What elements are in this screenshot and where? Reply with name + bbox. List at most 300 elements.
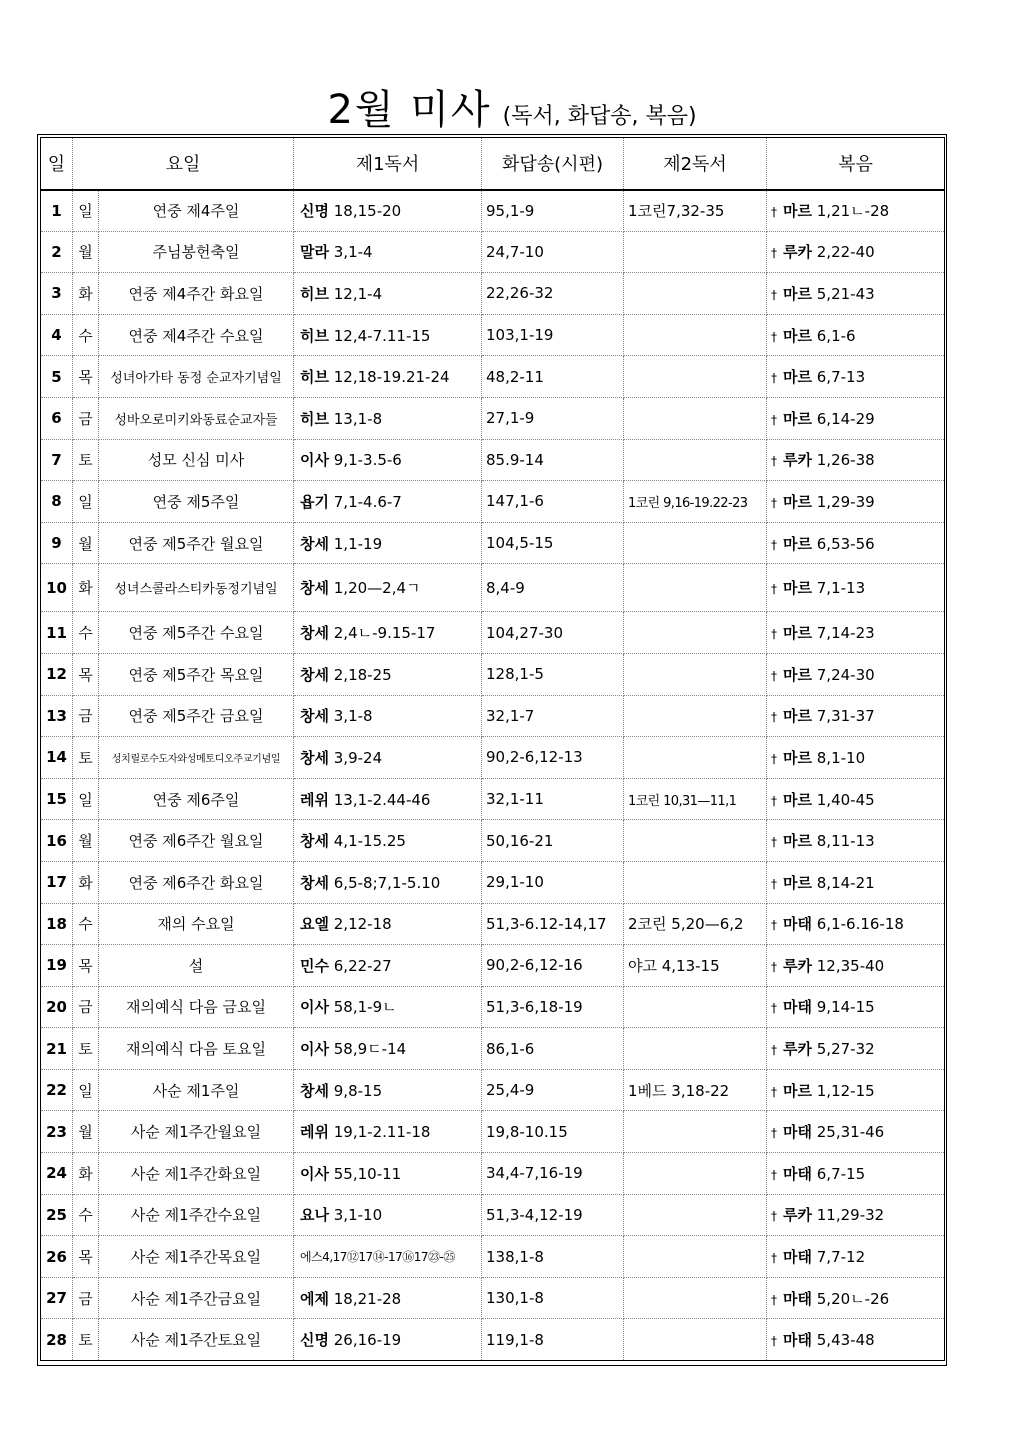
table-row: [41, 945, 945, 987]
table-row: [41, 1028, 945, 1070]
liturgical-day: 주님봉헌축일: [99, 231, 294, 273]
table-row: [41, 397, 945, 439]
cross-icon: †: [771, 371, 777, 386]
day-of-week: 토: [73, 1028, 99, 1070]
first-reading: [294, 1236, 482, 1278]
day-of-week: 금: [73, 695, 99, 737]
liturgical-day: 연중 제5주간 목요일: [99, 653, 294, 695]
table-row: [41, 481, 945, 523]
cross-icon: †: [771, 495, 777, 510]
first-reading-ref: 9,8-15: [333, 1081, 383, 1100]
cross-icon: †: [771, 627, 777, 642]
day-of-week: 월: [73, 820, 99, 862]
first-reading-book: 창세: [300, 579, 329, 598]
liturgical-day: 사순 제1주일: [99, 1069, 294, 1111]
gospel-book: 마르: [783, 284, 812, 303]
liturgical-day: 사순 제1주간토요일: [99, 1319, 294, 1361]
day-number: 19: [41, 945, 73, 987]
psalm: 119,1-8: [482, 1319, 624, 1361]
liturgical-day: 연중 제5주간 수요일: [99, 612, 294, 654]
gospel-ref: 1,29-39: [816, 492, 875, 511]
cross-icon: †: [771, 1334, 777, 1349]
first-reading: [294, 231, 482, 273]
first-reading: [294, 1028, 482, 1070]
gospel-ref: 1,12-15: [816, 1081, 875, 1100]
first-reading-book: 히브: [300, 284, 329, 303]
psalm: 51,3-4,12-19: [482, 1194, 624, 1236]
psalm: 32,1-11: [482, 778, 624, 820]
header-weekday: 요일: [73, 138, 294, 190]
day-of-week: 월: [73, 522, 99, 564]
header-psalm: 화답송(시편): [482, 138, 624, 190]
gospel: [767, 356, 945, 398]
cross-icon: †: [771, 537, 777, 552]
title-main: 2월 미사: [327, 87, 492, 133]
gospel: [767, 231, 945, 273]
gospel-ref: 9,14-15: [816, 998, 875, 1017]
liturgical-day: 재의예식 다음 토요일: [99, 1028, 294, 1070]
gospel-book: 마태: [783, 1123, 812, 1142]
gospel-book: 마르: [783, 873, 812, 892]
table-row: [41, 231, 945, 273]
table-row: [41, 1069, 945, 1111]
day-number: 9: [41, 522, 73, 564]
gospel-book: 루카: [783, 451, 812, 470]
day-of-week: 수: [73, 612, 99, 654]
gospel-book: 마르: [783, 665, 812, 684]
second-reading: [624, 1153, 767, 1195]
liturgical-day: 재의 수요일: [99, 903, 294, 945]
second-reading: [624, 1277, 767, 1319]
second-reading: 2코린 5,20—6,2: [624, 903, 767, 945]
gospel: [767, 1111, 945, 1153]
table-row: [41, 695, 945, 737]
gospel: [767, 1153, 945, 1195]
first-reading-book: 민수: [300, 956, 329, 975]
gospel: [767, 778, 945, 820]
first-reading: [294, 945, 482, 987]
second-reading: [624, 1194, 767, 1236]
psalm: 90,2-6,12-16: [482, 945, 624, 987]
second-reading: [624, 231, 767, 273]
first-reading: [294, 695, 482, 737]
psalm: 48,2-11: [482, 356, 624, 398]
first-reading-book: 신명: [300, 1331, 329, 1350]
second-reading: [624, 564, 767, 612]
first-reading: [294, 861, 482, 903]
liturgical-day: 사순 제1주간화요일: [99, 1153, 294, 1195]
day-of-week: 화: [73, 861, 99, 903]
day-number: 12: [41, 653, 73, 695]
table-row: [41, 653, 945, 695]
first-reading-book: 이사: [300, 1164, 329, 1183]
gospel-ref: 5,43-48: [816, 1331, 875, 1350]
gospel: [767, 439, 945, 481]
day-number: 5: [41, 356, 73, 398]
second-reading: [624, 314, 767, 356]
gospel: [767, 695, 945, 737]
first-reading-ref: 6,5-8;7,1-5.10: [333, 873, 441, 892]
day-number: 2: [41, 231, 73, 273]
gospel-ref: 7,31-37: [816, 707, 875, 726]
liturgical-day: 성녀아가타 동정 순교자기념일: [99, 356, 294, 398]
table-row: [41, 1194, 945, 1236]
table-row: [41, 903, 945, 945]
gospel-ref: 6,1-6.16-18: [816, 915, 904, 934]
first-reading: [294, 778, 482, 820]
first-reading: [294, 1111, 482, 1153]
first-reading-book: 창세: [300, 748, 329, 767]
gospel-book: 루카: [783, 956, 812, 975]
gospel-book: 마르: [783, 748, 812, 767]
psalm: 104,5-15: [482, 522, 624, 564]
liturgical-day: 사순 제1주간금요일: [99, 1277, 294, 1319]
title-subtitle: (독서, 화답송, 복음): [502, 104, 697, 129]
cross-icon: †: [771, 246, 777, 261]
first-reading: [294, 1153, 482, 1195]
gospel-book: 마르: [783, 326, 812, 345]
first-reading-ref: 3,1-4: [333, 243, 373, 262]
liturgical-day: 성바오로미키와동료순교자들: [99, 397, 294, 439]
table-row: [41, 522, 945, 564]
gospel: [767, 945, 945, 987]
gospel: [767, 564, 945, 612]
table-row: [41, 737, 945, 779]
gospel: [767, 397, 945, 439]
table-row: [41, 1236, 945, 1278]
liturgical-day: 사순 제1주간수요일: [99, 1194, 294, 1236]
gospel-ref: 7,7-12: [816, 1248, 866, 1267]
first-reading-book: 창세: [300, 624, 329, 643]
day-of-week: 화: [73, 564, 99, 612]
cross-icon: †: [771, 582, 777, 597]
psalm: 25,4-9: [482, 1069, 624, 1111]
first-reading: [294, 314, 482, 356]
day-number: 25: [41, 1194, 73, 1236]
first-reading-ref: 18,15-20: [333, 202, 402, 221]
day-number: 24: [41, 1153, 73, 1195]
first-reading-ref: 55,10-11: [333, 1164, 402, 1183]
table-row: [41, 1319, 945, 1361]
first-reading: [294, 986, 482, 1028]
day-number: 7: [41, 439, 73, 481]
first-reading-ref: 3,1-10: [333, 1206, 383, 1225]
table-row: [41, 314, 945, 356]
gospel: [767, 1069, 945, 1111]
liturgical-day: 성치릴로수도자와성메토디오주교기념일: [99, 737, 294, 779]
gospel-ref: 6,7-13: [816, 368, 866, 387]
header-reading1: 제1독서: [294, 138, 482, 190]
table-row: [41, 1277, 945, 1319]
gospel: [767, 1319, 945, 1361]
second-reading: [624, 439, 767, 481]
first-reading: [294, 439, 482, 481]
day-of-week: 화: [73, 1153, 99, 1195]
day-of-week: 수: [73, 1194, 99, 1236]
liturgical-day: 재의예식 다음 금요일: [99, 986, 294, 1028]
first-reading-book: 창세: [300, 534, 329, 553]
second-reading: 1코린7,32-35: [624, 190, 767, 232]
first-reading: [294, 737, 482, 779]
gospel: [767, 314, 945, 356]
second-reading: [624, 1236, 767, 1278]
day-number: 6: [41, 397, 73, 439]
second-reading: [624, 737, 767, 779]
header-reading2: 제2독서: [624, 138, 767, 190]
day-number: 20: [41, 986, 73, 1028]
day-of-week: 목: [73, 945, 99, 987]
cross-icon: †: [771, 205, 777, 220]
table-row: [41, 778, 945, 820]
first-reading-ref: 12,1-4: [333, 284, 383, 303]
day-number: 21: [41, 1028, 73, 1070]
day-number: 17: [41, 861, 73, 903]
table-row: [41, 356, 945, 398]
liturgical-day: 성녀스콜라스티카동정기념일: [99, 564, 294, 612]
second-reading: [624, 612, 767, 654]
day-of-week: 목: [73, 356, 99, 398]
first-reading-ref: 2,4ㄴ-9.15-17: [333, 624, 436, 643]
psalm: 128,1-5: [482, 653, 624, 695]
psalm: 51,3-6,18-19: [482, 986, 624, 1028]
table-row: [41, 1111, 945, 1153]
day-of-week: 월: [73, 1111, 99, 1153]
gospel-book: 루카: [783, 1206, 812, 1225]
day-of-week: 수: [73, 314, 99, 356]
liturgical-day: 연중 제6주간 월요일: [99, 820, 294, 862]
gospel-book: 루카: [783, 1040, 812, 1059]
header-day: 일: [41, 138, 73, 190]
first-reading: [294, 564, 482, 612]
gospel-ref: 5,20ㄴ-26: [816, 1289, 890, 1308]
day-number: 16: [41, 820, 73, 862]
cross-icon: †: [771, 1043, 777, 1058]
first-reading-book: 히브: [300, 368, 329, 387]
psalm: 130,1-8: [482, 1277, 624, 1319]
gospel: [767, 1028, 945, 1070]
psalm: 51,3-6.12-14,17: [482, 903, 624, 945]
day-number: 4: [41, 314, 73, 356]
first-reading-ref: 3,1-8: [333, 707, 373, 726]
first-reading: [294, 481, 482, 523]
day-of-week: 일: [73, 190, 99, 232]
first-reading-ref: 58,9ㄷ-14: [333, 1040, 407, 1059]
first-reading: [294, 273, 482, 315]
cross-icon: †: [771, 412, 777, 427]
psalm: 104,27-30: [482, 612, 624, 654]
day-number: 13: [41, 695, 73, 737]
psalm: 50,16-21: [482, 820, 624, 862]
day-number: 22: [41, 1069, 73, 1111]
psalm: 22,26-32: [482, 273, 624, 315]
psalm: 90,2-6,12-13: [482, 737, 624, 779]
day-number: 15: [41, 778, 73, 820]
first-reading-ref: 58,1-9ㄴ: [333, 998, 397, 1017]
day-of-week: 금: [73, 1277, 99, 1319]
first-reading-book: 창세: [300, 832, 329, 851]
first-reading-book: 요나: [300, 1206, 329, 1225]
gospel-book: 마르: [783, 1081, 812, 1100]
liturgical-day: 연중 제6주간 화요일: [99, 861, 294, 903]
first-reading-book: 창세: [300, 1081, 329, 1100]
second-reading: [624, 397, 767, 439]
liturgical-day: 연중 제5주일: [99, 481, 294, 523]
gospel: [767, 481, 945, 523]
gospel-book: 마태: [783, 1289, 812, 1308]
gospel: [767, 1194, 945, 1236]
second-reading: [624, 653, 767, 695]
first-reading-book: 욥기: [300, 492, 329, 511]
day-number: 8: [41, 481, 73, 523]
first-reading-ref: 19,1-2.11-18: [333, 1123, 431, 1142]
second-reading: [624, 273, 767, 315]
second-reading: [624, 820, 767, 862]
day-of-week: 수: [73, 903, 99, 945]
first-reading-ref: 13,1-8: [333, 409, 383, 428]
gospel-book: 마르: [783, 409, 812, 428]
gospel-ref: 1,26-38: [816, 451, 875, 470]
liturgical-day: 연중 제4주일: [99, 190, 294, 232]
psalm: 24,7-10: [482, 231, 624, 273]
gospel-ref: 1,40-45: [816, 790, 875, 809]
schedule-frame: [37, 134, 947, 1366]
first-reading-book: 이사: [300, 1040, 329, 1059]
gospel-book: 마태: [783, 998, 812, 1017]
psalm: 32,1-7: [482, 695, 624, 737]
first-reading-ref: 26,16-19: [333, 1331, 402, 1350]
gospel: [767, 986, 945, 1028]
second-reading: 1베드 3,18-22: [624, 1069, 767, 1111]
first-reading-book: 신명: [300, 202, 329, 221]
gospel-book: 마르: [783, 202, 812, 221]
first-reading-ref: 13,1-2.44-46: [333, 790, 431, 809]
liturgical-day: 성모 신심 미사: [99, 439, 294, 481]
liturgical-day: 연중 제6주일: [99, 778, 294, 820]
table-row: [41, 612, 945, 654]
gospel-book: 마태: [783, 1331, 812, 1350]
second-reading: [624, 1319, 767, 1361]
gospel-ref: 6,14-29: [816, 409, 875, 428]
gospel: [767, 903, 945, 945]
first-reading-ref: 에스4,17⑫17⑭-17⑯17㉓-㉕: [300, 1250, 455, 1265]
table-row: [41, 439, 945, 481]
first-reading: [294, 653, 482, 695]
day-number: 28: [41, 1319, 73, 1361]
cross-icon: †: [771, 454, 777, 469]
day-number: 14: [41, 737, 73, 779]
mass-readings-table: [40, 137, 945, 1361]
first-reading-ref: 18,21-28: [333, 1289, 402, 1308]
cross-icon: †: [771, 835, 777, 850]
second-reading: [624, 861, 767, 903]
gospel-book: 마르: [783, 832, 812, 851]
gospel-ref: 6,1-6: [816, 326, 856, 345]
day-number: 11: [41, 612, 73, 654]
gospel-ref: 5,27-32: [816, 1040, 875, 1059]
day-number: 3: [41, 273, 73, 315]
first-reading: [294, 1069, 482, 1111]
cross-icon: †: [771, 329, 777, 344]
gospel-book: 마르: [783, 368, 812, 387]
first-reading-ref: 7,1-4.6-7: [333, 492, 402, 511]
first-reading: [294, 903, 482, 945]
gospel-ref: 6,53-56: [816, 534, 875, 553]
first-reading-ref: 6,22-27: [333, 956, 392, 975]
gospel-ref: 7,24-30: [816, 665, 875, 684]
table-row: [41, 1153, 945, 1195]
day-of-week: 금: [73, 397, 99, 439]
first-reading-ref: 9,1-3.5-6: [333, 451, 402, 470]
first-reading-ref: 4,1-15.25: [333, 832, 406, 851]
gospel: [767, 861, 945, 903]
second-reading: 야고 4,13-15: [624, 945, 767, 987]
header-gospel: 복음: [767, 138, 945, 190]
day-of-week: 금: [73, 986, 99, 1028]
day-of-week: 토: [73, 1319, 99, 1361]
table-row: [41, 861, 945, 903]
gospel-book: 마르: [783, 579, 812, 598]
table-row: [41, 190, 945, 232]
cross-icon: †: [771, 1126, 777, 1141]
psalm: 19,8-10.15: [482, 1111, 624, 1153]
cross-icon: †: [771, 959, 777, 974]
psalm: 86,1-6: [482, 1028, 624, 1070]
gospel-ref: 7,14-23: [816, 624, 875, 643]
second-reading: [624, 356, 767, 398]
day-of-week: 토: [73, 737, 99, 779]
gospel-ref: 5,21-43: [816, 284, 875, 303]
first-reading-book: 창세: [300, 873, 329, 892]
gospel: [767, 1277, 945, 1319]
psalm: 138,1-8: [482, 1236, 624, 1278]
page-title: [0, 78, 1024, 135]
gospel-ref: 11,29-32: [816, 1206, 885, 1225]
liturgical-day: 연중 제5주간 월요일: [99, 522, 294, 564]
liturgical-day: 사순 제1주간월요일: [99, 1111, 294, 1153]
psalm: 29,1-10: [482, 861, 624, 903]
first-reading-ref: 2,18-25: [333, 665, 392, 684]
gospel: [767, 190, 945, 232]
day-number: 23: [41, 1111, 73, 1153]
gospel: [767, 273, 945, 315]
cross-icon: †: [771, 1084, 777, 1099]
liturgical-day: 연중 제4주간 수요일: [99, 314, 294, 356]
cross-icon: †: [771, 1292, 777, 1307]
first-reading-book: 이사: [300, 998, 329, 1017]
cross-icon: †: [771, 918, 777, 933]
table-row: [41, 820, 945, 862]
gospel: [767, 522, 945, 564]
second-reading: 1코린 9,16-19.22-23: [624, 481, 767, 523]
first-reading-book: 레위: [300, 790, 329, 809]
cross-icon: †: [771, 751, 777, 766]
cross-icon: †: [771, 1001, 777, 1016]
first-reading: [294, 612, 482, 654]
first-reading: [294, 190, 482, 232]
first-reading-book: 요엘: [300, 915, 329, 934]
day-of-week: 월: [73, 231, 99, 273]
day-number: 27: [41, 1277, 73, 1319]
gospel-book: 마르: [783, 492, 812, 511]
gospel-ref: 8,11-13: [816, 832, 875, 851]
psalm: 34,4-7,16-19: [482, 1153, 624, 1195]
cross-icon: †: [771, 668, 777, 683]
first-reading: [294, 820, 482, 862]
liturgical-day: 연중 제5주간 금요일: [99, 695, 294, 737]
first-reading-book: 이사: [300, 451, 329, 470]
first-reading: [294, 1319, 482, 1361]
second-reading: 1코린 10,31—11,1: [624, 778, 767, 820]
